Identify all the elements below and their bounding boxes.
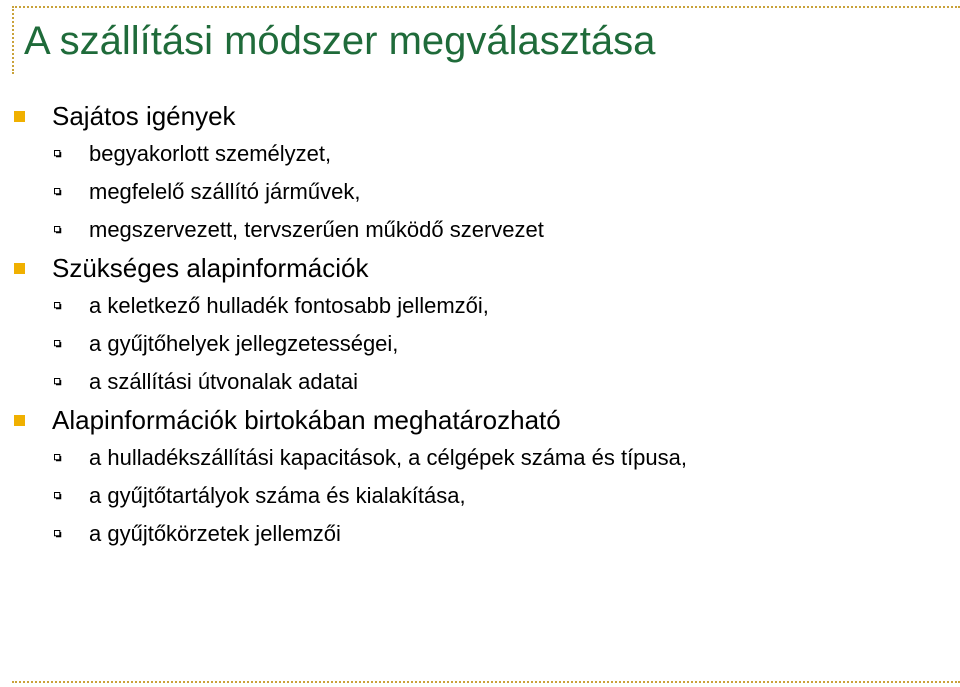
- checkbox-bullet-icon: [54, 150, 62, 158]
- checkbox-bullet-icon: [54, 226, 62, 234]
- list-item-text: megszervezett, tervszerűen működő szervezet: [89, 217, 544, 242]
- decorative-frame-top: [12, 6, 960, 8]
- checkbox-bullet-icon: [54, 530, 62, 538]
- square-bullet-icon: [14, 263, 25, 274]
- slide-title: A szállítási módszer megválasztása: [24, 19, 656, 63]
- list-item-text: a szállítási útvonalak adatai: [89, 369, 359, 394]
- list-item: [0, 135, 960, 173]
- list-item: [0, 363, 960, 401]
- list-item: [0, 287, 960, 325]
- list-item: [0, 477, 960, 515]
- decorative-frame-left: [12, 6, 14, 74]
- list-item: [0, 173, 960, 211]
- list-item-text: megfelelő szállító járművek,: [89, 179, 361, 204]
- checkbox-bullet-icon: [54, 492, 62, 500]
- decorative-frame-bottom: [12, 681, 960, 683]
- list-item-text: a gyűjtőtartályok száma és kialakítása,: [89, 483, 466, 508]
- checkbox-bullet-icon: [54, 302, 62, 310]
- section-heading-text: Alapinformációk birtokában meghatározható: [52, 405, 561, 435]
- list-item-text: a gyűjtőkörzetek jellemzői: [89, 521, 341, 546]
- list-item-text: a gyűjtőhelyek jellegzetességei,: [89, 331, 399, 356]
- square-bullet-icon: [14, 111, 25, 122]
- list-item: [0, 211, 960, 249]
- section-heading-text: Sajátos igények: [52, 101, 236, 131]
- checkbox-bullet-icon: [54, 340, 62, 348]
- checkbox-bullet-icon: [54, 378, 62, 386]
- section-heading-requirements: [0, 97, 960, 135]
- list-item: [0, 325, 960, 363]
- list-item: [0, 439, 960, 477]
- list-item: [0, 515, 960, 553]
- list-item-text: a keletkező hulladék fontosabb jellemzői,: [89, 293, 489, 318]
- section-heading-derivable: [0, 401, 960, 439]
- list-item-text: a hulladékszállítási kapacitások, a célgépek száma és típusa,: [89, 445, 687, 470]
- square-bullet-icon: [14, 415, 25, 426]
- section-heading-required-info: [0, 249, 960, 287]
- checkbox-bullet-icon: [54, 454, 62, 462]
- checkbox-bullet-icon: [54, 188, 62, 196]
- list-item-text: begyakorlott személyzet,: [89, 141, 332, 166]
- bullet-list: [0, 97, 960, 553]
- section-heading-text: Szükséges alapinformációk: [52, 253, 369, 283]
